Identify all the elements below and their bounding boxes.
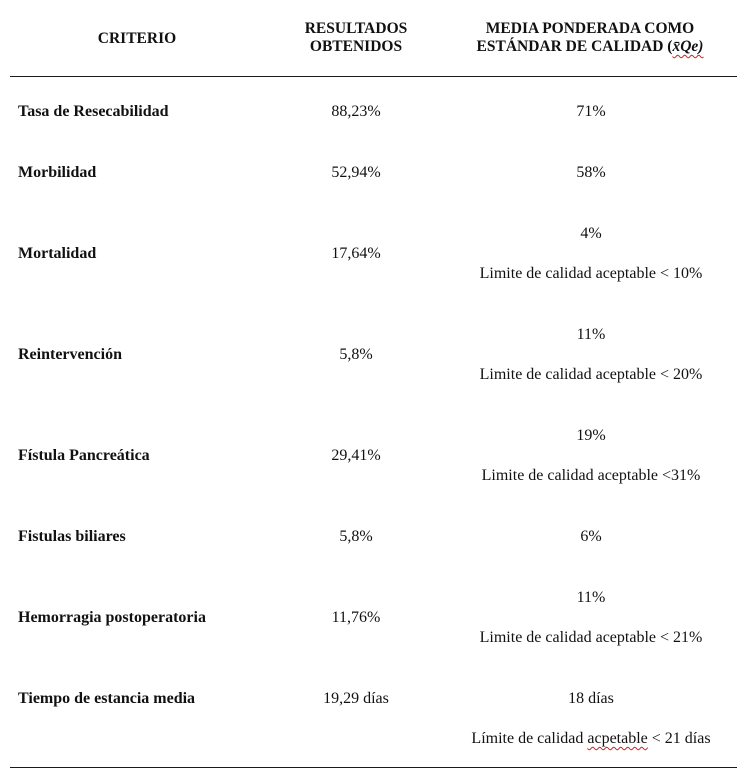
- row-media-estancia-media: 18 días: [568, 690, 614, 707]
- row-limite-estancia-pre: Límite de calidad: [471, 730, 588, 747]
- row-media-fistulas-biliares: 6%: [580, 528, 602, 545]
- row-resultado-resecabilidad: 88,23%: [331, 103, 381, 120]
- row-limite-mortalidad: Limite de calidad aceptable < 10%: [479, 265, 703, 282]
- header-resultados: [256, 20, 456, 56]
- row-resultado-hemorragia: 11,76%: [331, 609, 381, 626]
- row-criterio-estancia-media: Tiempo de estancia media: [18, 690, 196, 707]
- header-resultados-line1: RESULTADOS: [304, 20, 408, 37]
- row-media-mortalidad: 4%: [580, 225, 602, 242]
- row-criterio-hemorragia: Hemorragia postoperatoria: [18, 609, 206, 626]
- header-media-symbol: x̄Qe): [672, 38, 704, 55]
- row-resultado-morbilidad: 52,94%: [331, 164, 381, 181]
- row-criterio-resecabilidad: Tasa de Resecabilidad: [18, 103, 169, 120]
- row-limite-fistula-pancreatica: Limite de calidad aceptable <31%: [481, 467, 701, 484]
- row-media-resecabilidad: 71%: [576, 103, 606, 120]
- row-media-hemorragia: 11%: [576, 589, 606, 606]
- row-resultado-fistula-pancreatica: 29,41%: [331, 447, 381, 464]
- table-top-rule: [10, 76, 737, 77]
- row-media-reintervencion: 11%: [576, 326, 606, 343]
- row-criterio-morbilidad: Morbilidad: [18, 164, 97, 181]
- row-resultado-fistulas-biliares: 5,8%: [339, 528, 373, 545]
- row-limite-estancia-media: [446, 729, 736, 749]
- header-resultados-line2: OBTENIDOS: [309, 38, 403, 55]
- header-media-line2: [440, 38, 740, 56]
- row-resultado-estancia-media: 19,29 días: [323, 690, 389, 707]
- row-criterio-fistulas-biliares: Fistulas biliares: [18, 528, 126, 545]
- row-limite-reintervencion: Limite de calidad aceptable < 20%: [479, 366, 703, 383]
- row-media-fistula-pancreatica: 19%: [576, 427, 606, 444]
- header-media-line2-text: ESTÁNDAR DE CALIDAD (: [476, 38, 673, 55]
- table-bottom-rule: [10, 767, 737, 768]
- row-limite-estancia-typo: acpetable: [587, 730, 648, 747]
- row-criterio-reintervencion: Reintervención: [18, 346, 122, 363]
- row-media-morbilidad: 58%: [576, 164, 606, 181]
- row-resultado-mortalidad: 17,64%: [331, 245, 381, 262]
- row-resultado-reintervencion: 5,8%: [339, 346, 373, 363]
- row-limite-hemorragia: Limite de calidad aceptable < 21%: [479, 629, 703, 646]
- row-criterio-fistula-pancreatica: Fístula Pancreática: [18, 447, 150, 464]
- row-criterio-mortalidad: Mortalidad: [18, 245, 97, 262]
- row-limite-estancia-post: < 21 días: [647, 730, 711, 747]
- header-media-line1: MEDIA PONDERADA COMO: [485, 20, 695, 37]
- header-criterio: CRITERIO: [97, 30, 177, 47]
- header-media-ponderada: [440, 20, 740, 56]
